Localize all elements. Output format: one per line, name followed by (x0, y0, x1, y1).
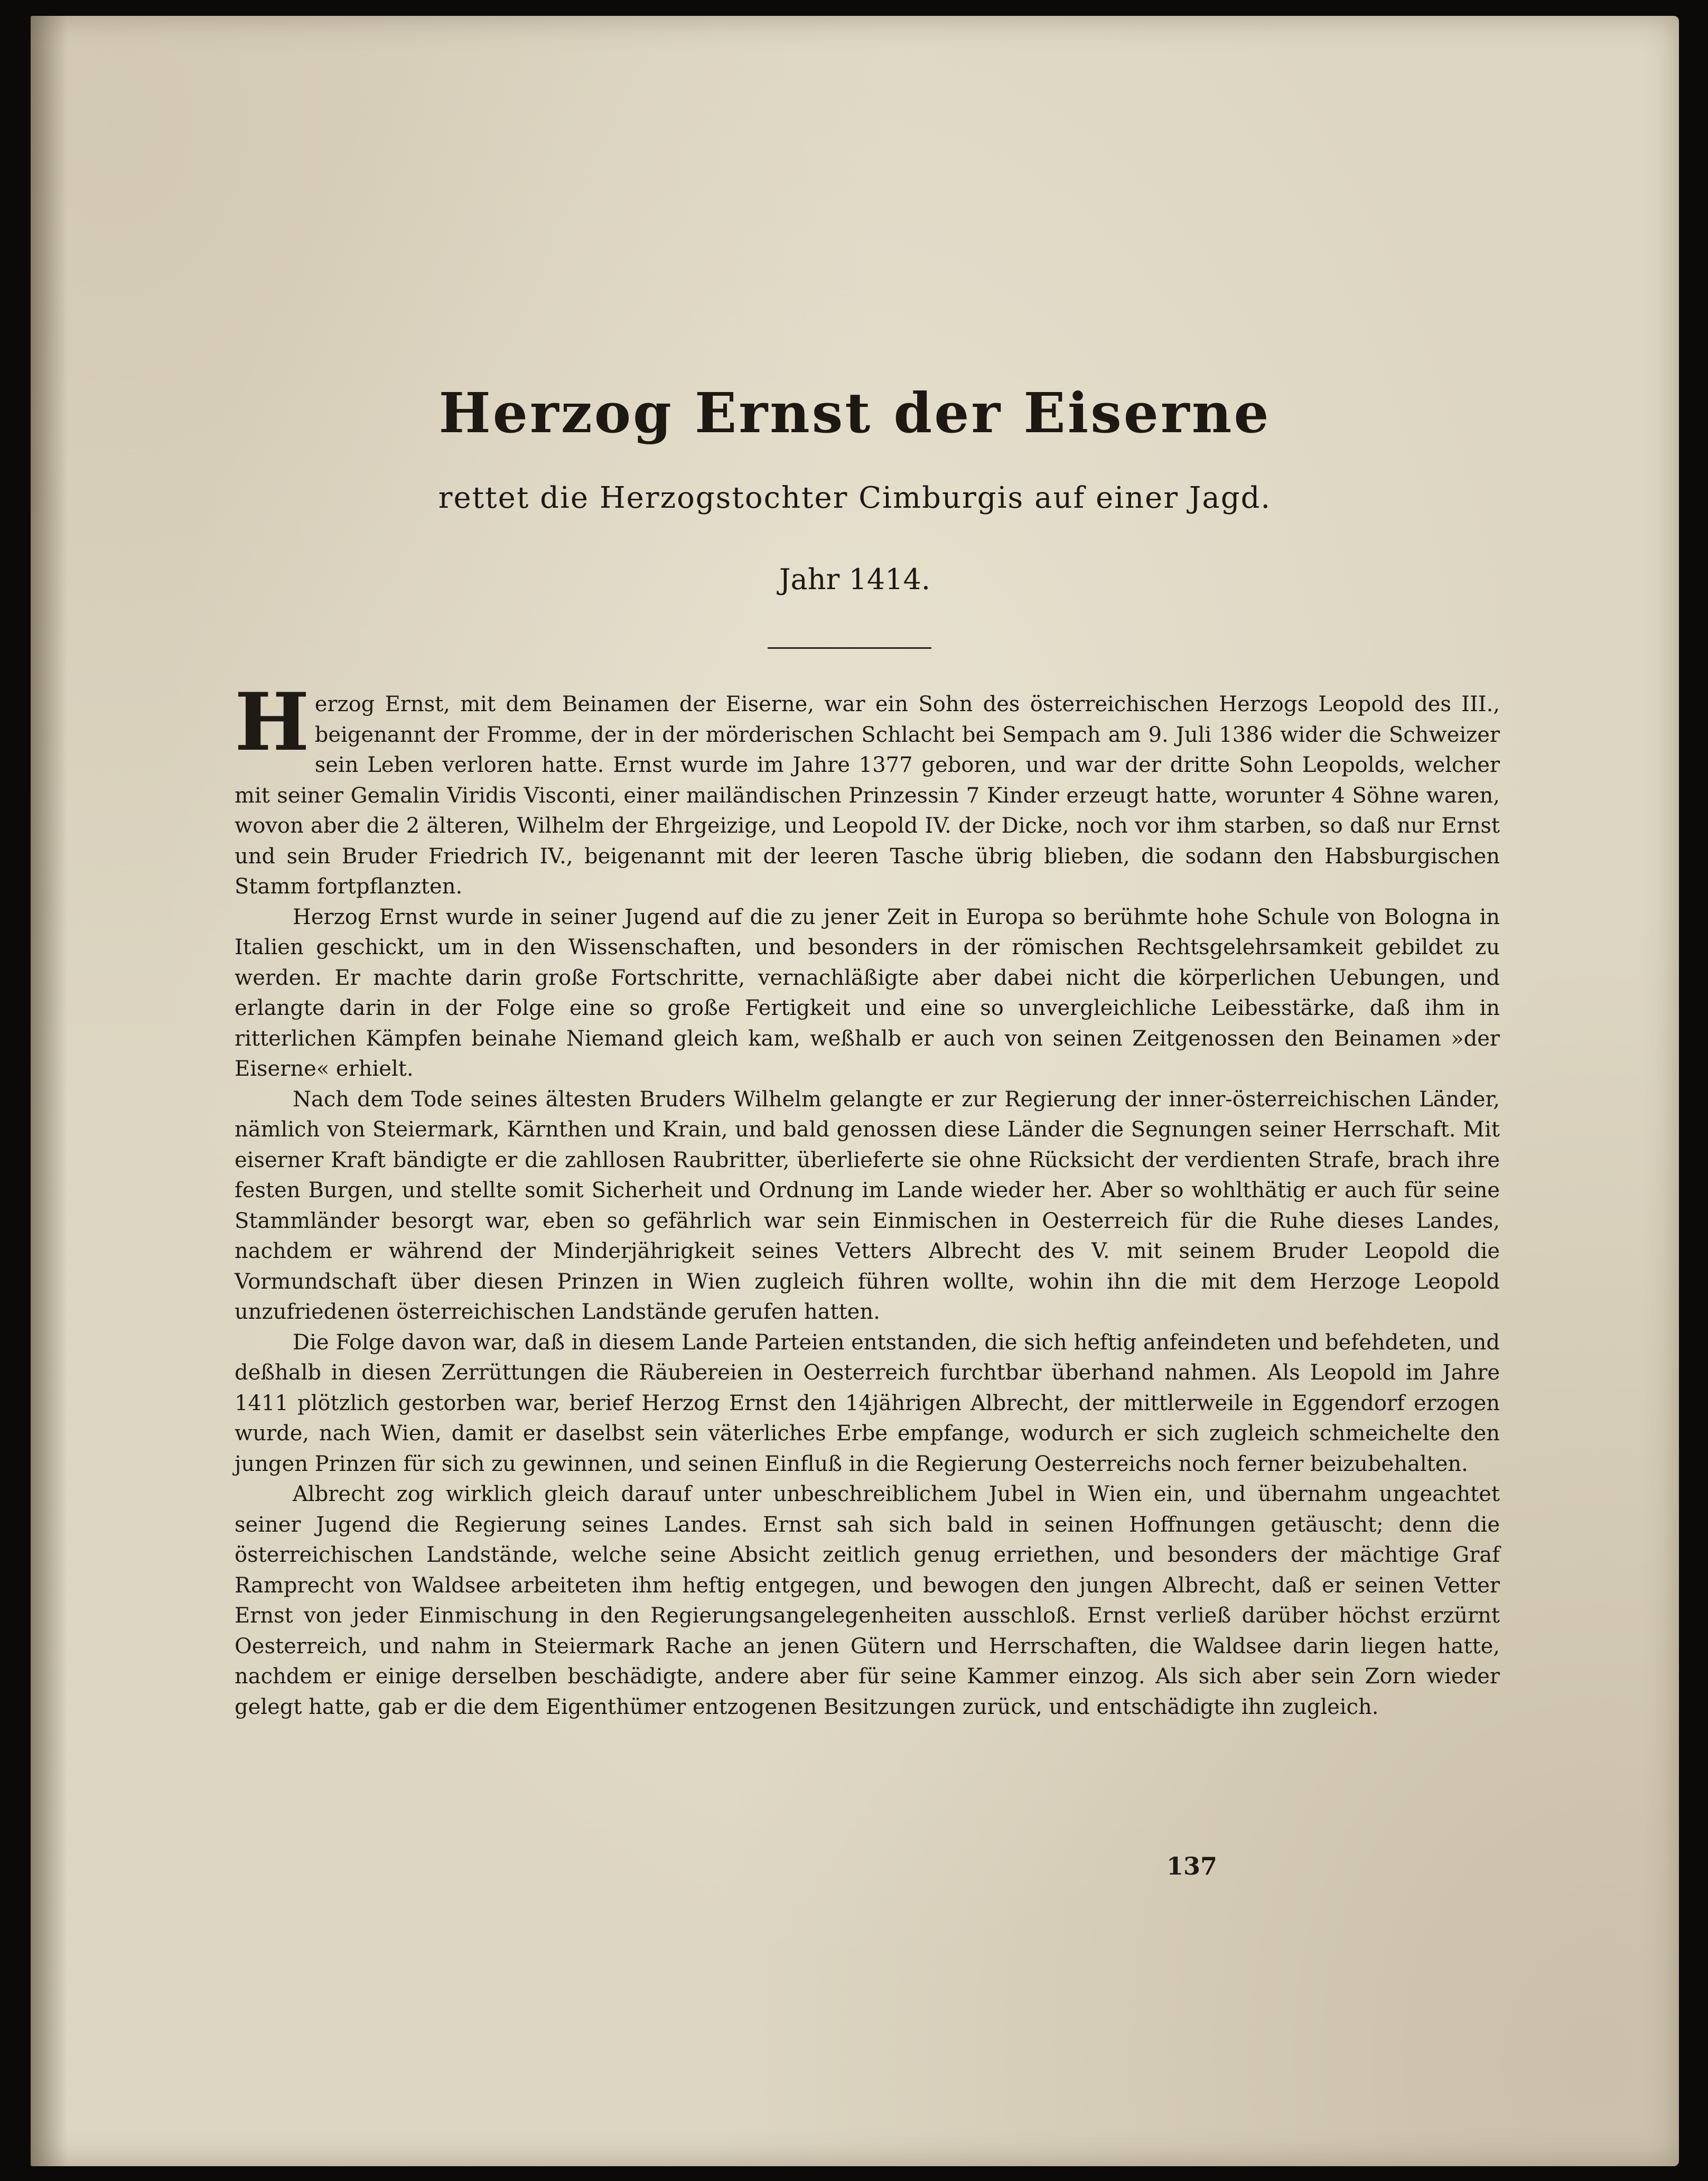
page-number: 137 (1166, 1852, 1218, 1880)
paragraph-1-text: erzog Ernst, mit dem Beinamen der Eiserne, war ein Sohn des österreichischen Herzogs Leopold des III., beigenannt der Fromme, der in der mörderischen Schlacht bei Sempach am 9. Juli 1386 wider die Schweizer sein Leben verloren hatte. Ernst wurde im Jahre 1377 geboren, und war der dritte Sohn Leopolds, welcher mit seiner Gemalin Viridis Visconti, einer mailändischen Prinzessin 7 Kinder erzeugt hatte, worunter 4 Söhne waren, wovon aber die 2 älteren, Wilhelm der Ehrgeizige, und Leopold IV. der Dicke, noch vor ihm starben, so daß nur Ernst und sein Bruder Friedrich IV., beigenannt mit der leeren Tasche übrig blieben, die sodann den Habsburgischen Stamm fortpflanzten. (235, 692, 1500, 899)
chapter-subtitle: rettet die Herzogstochter Cimburgis auf einer Jagd. (438, 481, 1272, 515)
page-gutter-shadow (31, 16, 68, 2166)
paragraph-1 (235, 676, 1500, 902)
chapter-year: Jahr 1414. (779, 563, 931, 596)
paragraph-2: Herzog Ernst wurde in seiner Jugend auf die zu jener Zeit in Europa so berühmte hohe Schule von Bologna in Italien geschickt, um in den Wissenschaften, und besonders in der römischen Rechtsgelehrsamkeit gebildet zu werden. Er machte darin große Fortschritte, vernachläßigte aber dabei nicht die körperlichen Uebungen, und erlangte darin in der Folge eine so große Fertigkeit und eine so unvergleichliche Leibesstärke, daß ihm in ritterlichen Kämpfen beinahe Niemand gleich kam, weßhalb er auch von seinen Zeitgenossen den Beinamen »der Eiserne« erhielt. (235, 905, 1500, 1081)
body-text (235, 676, 1500, 1722)
chapter-title: Herzog Ernst der Eiserne (438, 380, 1271, 445)
paragraph-3: Nach dem Tode seines ältesten Bruders Wilhelm gelangte er zur Regierung der inner-österreichischen Länder, nämlich von Steiermark, Kärnthen und Krain, und bald genossen diese Länder die Segnungen seiner Herrschaft. Mit eiserner Kraft bändigte er die zahllosen Raubritter, überlieferte sie ohne Rücksicht der verdienten Strafe, brach ihre festen Burgen, und stellte somit Sicherheit und Ordnung im Lande wieder her. Aber so wohlthätig er auch für seine Stammländer besorgt war, eben so gefährlich war sein Einmischen in Oesterreich für die Ruhe dieses Landes, nachdem er während der Minderjährigkeit seines Vetters Albrecht des V. mit seinem Bruder Leopold die Vormundschaft über diesen Prinzen in Wien zugleich führen wollte, wohin ihn die mit dem Herzoge Leopold unzufriedenen österreichischen Landstände gerufen hatten. (235, 1087, 1500, 1324)
book-page (31, 16, 1679, 2166)
paragraph-5: Albrecht zog wirklich gleich darauf unter unbeschreiblichem Jubel in Wien ein, und übernahm ungeachtet seiner Jugend die Regierung seines Landes. Ernst sah sich bald in seinen Hoffnungen getäuscht; denn die österreichischen Landstände, welche seine Absicht zeitlich genug erriethen, und besonders der mächtige Graf Ramprecht von Waldsee arbeiteten ihm heftig entgegen, und bewogen den jungen Albrecht, daß er seinen Vetter Ernst von jeder Einmischung in den Regierungsangelegenheiten ausschloß. Ernst verließ darüber höchst erzürnt Oesterreich, und nahm in Steiermark Rache an jenen Gütern und Herrschaften, die Waldsee darin liegen hatte, nachdem er einige derselben beschädigte, andere aber für seine Kammer einzog. Als sich aber sein Zorn wieder gelegt hatte, gab er die dem Eigenthümer entzogenen Besitzungen zurück, und entschädigte ihn zugleich. (235, 1482, 1500, 1719)
paragraph-4: Die Folge davon war, daß in diesem Lande Parteien entstanden, die sich heftig anfeindeten und befehdeten, und deßhalb in diesen Zerrüttungen die Räubereien in Oesterreich furchtbar überhand nahmen. Als Leopold im Jahre 1411 plötzlich gestorben war, berief Herzog Ernst den 14jährigen Albrecht, der mittlerweile in Eggendorf erzogen wurde, nach Wien, damit er daselbst sein väterliches Erbe empfange, wodurch er sich zugleich schmeichelte den jungen Prinzen für sich zu gewinnen, und seinen Einfluß in die Regierung Oesterreichs noch ferner beizubehalten. (235, 1330, 1500, 1476)
divider-rule (768, 647, 931, 649)
drop-cap: H (235, 676, 310, 769)
